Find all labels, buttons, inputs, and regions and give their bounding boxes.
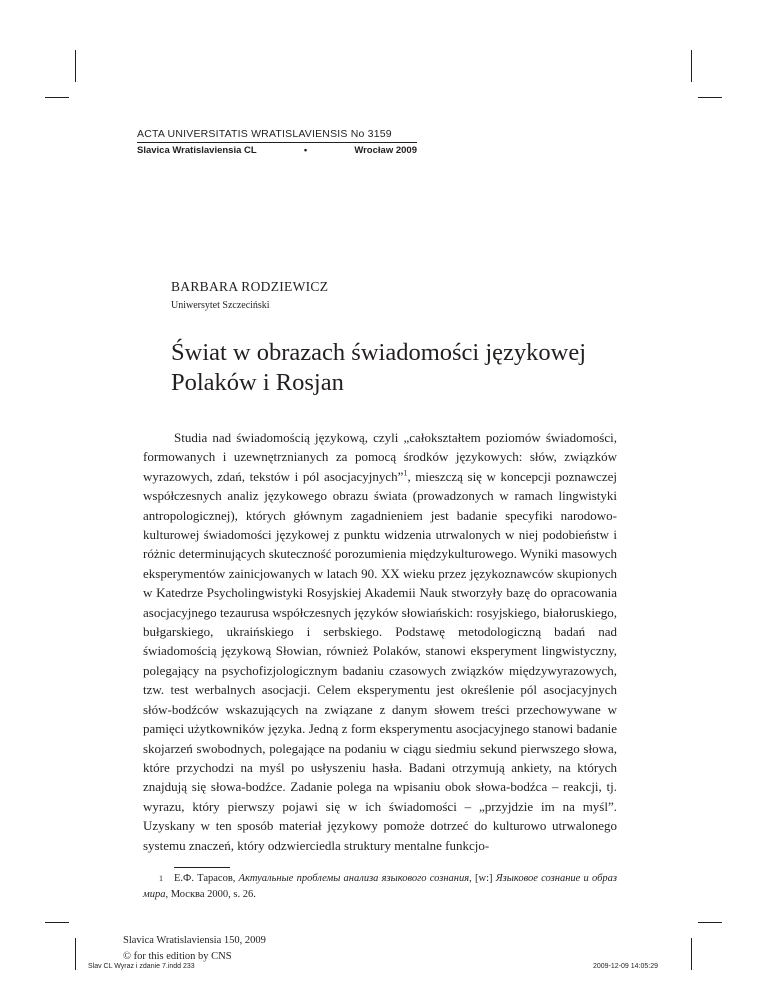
body-text-part2: , mieszczą się w koncepcji poznawczej współczesnych analiz językowego obrazu świata (prowadzonych w ramach lingwistyki antropologicznej), których głównym zagadnieniem jest badanie specyfiki narodowo-kulturowej świadomości językowej z punktu widzenia utrwalonych w niej podobieństw i różnic determinujących skuteczność porozumienia międzykulturowego. Wyniki masowych eksperymentów zainicjowanych w latach 90. XX wieku przez językoznawców skupionych w Katedrze Psycholingwistyki Rosyjskiej Akademii Nauk stworzyły bazę do opracowania asocjacyjnego tezaurusa współczesnych języków słowiańskich: rosyjskiego, białoruskiego, bułgarskiego, ukraińskiego i serbskiego. Podstawę metodologiczną badań nad świadomością językową Słowian, również Polaków, stanowi eksperyment lingwistyczny, polegający na psychofizjologicznym badaniu czasowych związków międzywyrazowych, tzw. test werbalnych asocjacji. Celem eksperymentu jest określenie pól asocjacyjnych słów-bodźców wskazujących na związane z danym słowem treści przechowywane w pamięci użytkowników języka. Jedną z form eksperymentu asocjacyjnego stanowi badanie skojarzeń swobodnych, polegające na podaniu w ciągu siedmiu sekund pierwszego słowa, które przychodzi na myśl po usłyszeniu hasła. Badani otrzymują ankiety, na których znajdują się słowa-bodźce. Zadanie polega na wpisaniu obok słowa-bodźca – reakcji, tj. wyrazu, który pierwszy pojawi się w ich świadomości – „przyjdzie im na myśl”. Uzyskany w ten sposób materiał językowy pomoże dotrzeć do kulturowo utrwalonego systemu znaczeń, który odzwierciedla struktury mentalne funkcjo- — [143, 468, 617, 853]
slug-timestamp: 2009-12-09 14:05:29 — [593, 963, 658, 970]
citation-line1: Slavica Wratislaviensia 150, 2009 — [123, 934, 266, 946]
body-paragraph — [143, 428, 617, 855]
journal-bullet: • — [303, 145, 308, 156]
crop-mark — [45, 97, 69, 98]
journal-header — [137, 128, 417, 156]
article-body — [143, 428, 617, 855]
crop-mark — [45, 922, 69, 923]
crop-mark — [691, 938, 692, 970]
crop-mark — [75, 938, 76, 970]
footnote — [143, 871, 617, 903]
footnote-author: Е.Ф. Тарасов, — [174, 872, 236, 884]
article-title — [171, 338, 617, 398]
footnote-title: Актуальные проблемы анализа языкового сознания — [238, 872, 470, 884]
footnote-rule — [174, 867, 230, 868]
crop-mark — [75, 50, 76, 82]
body-text-part1: Studia nad świadomością językową, czyli „całokształtem poziomów świadomości, formowanych i uzewnętrznianych za pomocą środków językowych: słów, związków wyrazowych, zdań, tekstów i pól asocjacyjnych” — [143, 430, 617, 484]
author-name: BARBARA RODZIEWICZ — [171, 279, 329, 294]
journal-title: ACTA UNIVERSITATIS WRATISLAVIENSIS No 3159 — [137, 128, 417, 143]
citation-line2: © for this edition by CNS — [123, 950, 232, 962]
author-affiliation: Uniwersytet Szczeciński — [171, 300, 270, 311]
footnote-in: , [w:] — [469, 872, 493, 884]
footnote-book: Языковое сознание и образ мира — [143, 872, 618, 900]
journal-series-line — [137, 145, 417, 156]
crop-mark — [691, 50, 692, 82]
edition-citation — [123, 933, 617, 965]
journal-series: Slavica Wratislaviensia CL — [137, 145, 257, 156]
article-title-line1: Świat w obrazach świadomości językowej — [171, 339, 587, 366]
footnote-number: 1 — [159, 873, 163, 883]
footnote-reference: 1 — [403, 468, 408, 478]
article-page — [123, 128, 618, 965]
footnote-publication: , Москва 2000, s. 26. — [165, 888, 256, 900]
article-title-line2: Polaków i Rosjan — [171, 369, 344, 396]
journal-place-year: Wrocław 2009 — [354, 145, 417, 156]
crop-mark — [698, 97, 722, 98]
crop-mark — [698, 922, 722, 923]
slug-filename: Slav CL Wyraz i zdanie 7.indd 233 — [88, 963, 195, 970]
